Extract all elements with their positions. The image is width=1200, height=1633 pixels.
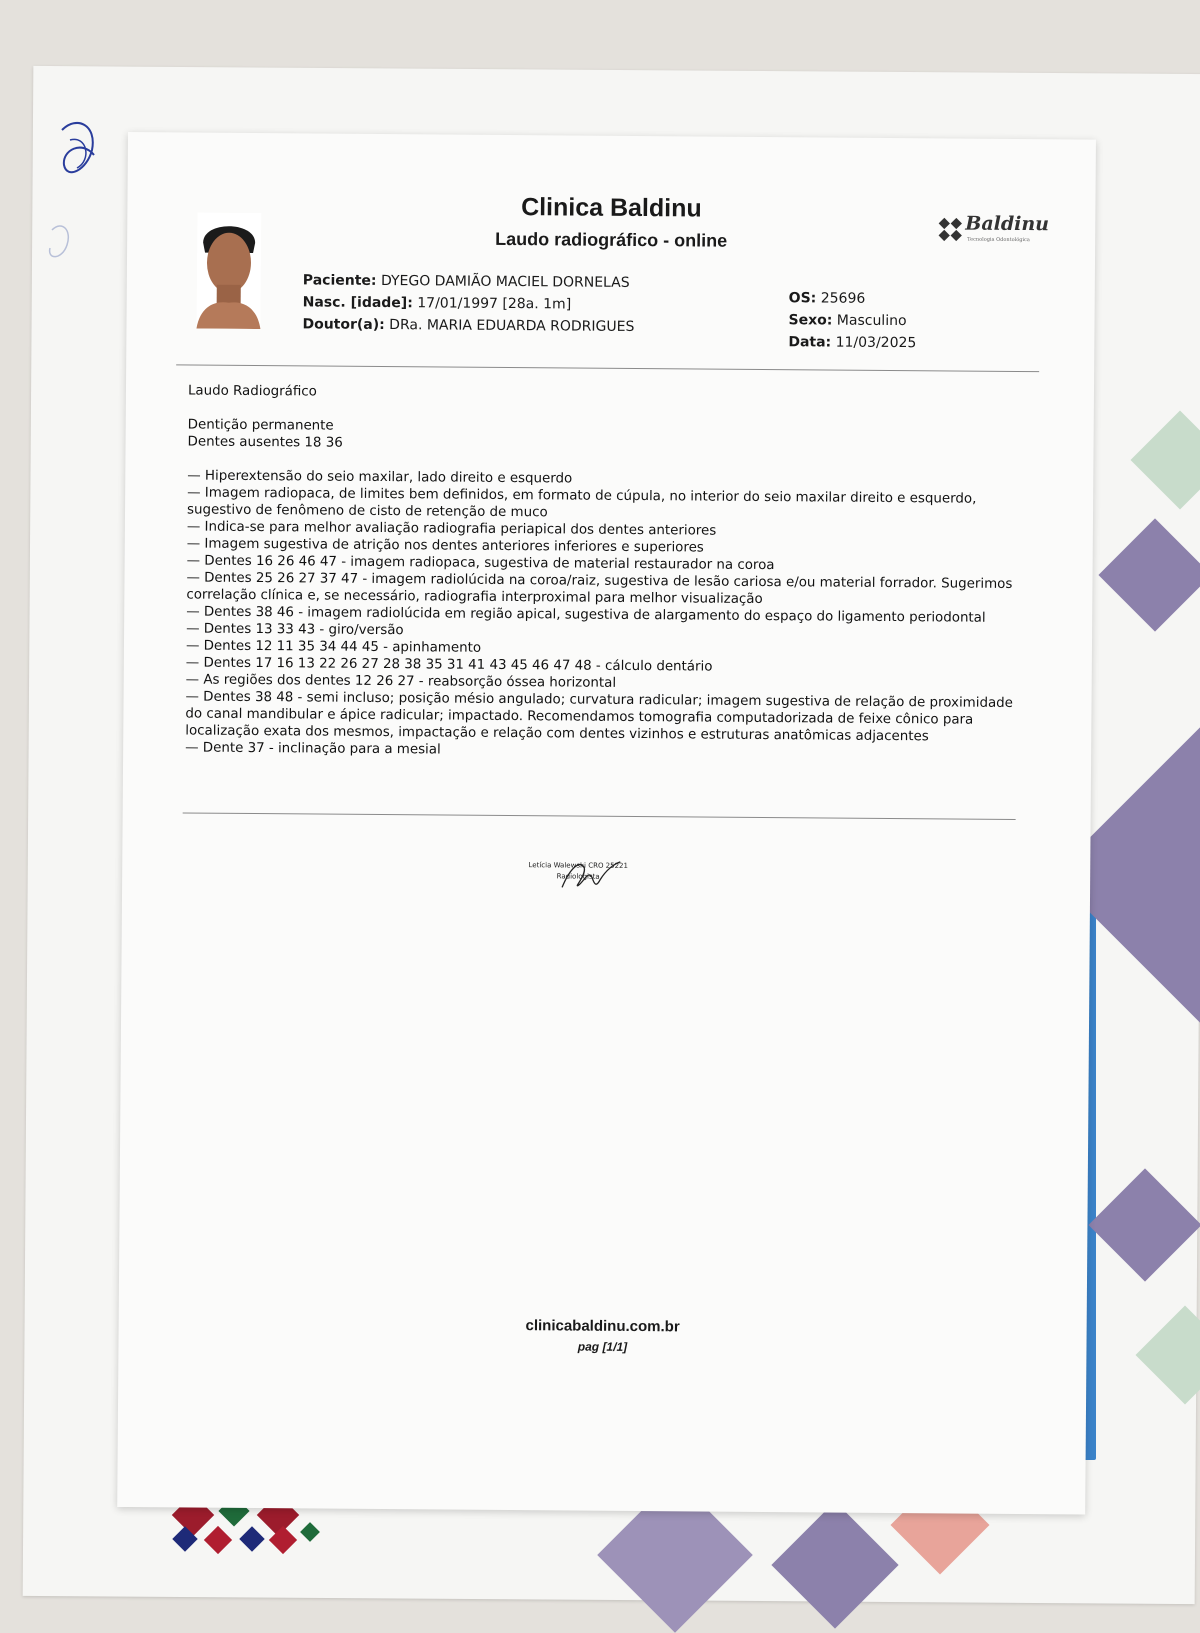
logo-text: Baldinu: [965, 212, 1050, 236]
finding-item: — Dentes 25 26 27 37 47 - imagem radiolúcida na coroa/raiz, sugestiva de lesão cariosa e/ou material forrador. Sugerimos correlação clínica e, se necessário, radiografia interproximal para melhor visualização: [186, 570, 1013, 607]
logo-flower-icon: [937, 216, 963, 242]
signature-role: Radiologista: [556, 872, 600, 881]
finding-item: — Dentes 13 33 43 - giro/versão: [186, 621, 404, 639]
finding-item: — Dente 37 - inclinação para a mesial: [185, 740, 441, 758]
body-divider: [183, 812, 1016, 820]
finding-item: — Hiperextensão do seio maxilar, lado direito e esquerdo: [187, 468, 573, 487]
finding-item: — Dentes 16 26 46 47 - imagem radiopaca, sugestiva de material restaurador na coroa: [186, 553, 775, 574]
clinic-website: clinicabaldinu.com.br: [525, 1317, 680, 1336]
finding-item: — Imagem sugestiva de atrição nos dentes anteriores inferiores e superiores: [186, 536, 704, 556]
date-row: [788, 331, 916, 354]
report-title: Laudo radiográfico - online: [495, 228, 728, 251]
birth-label: Nasc. [idade]:: [302, 294, 413, 312]
finding-item: — As regiões dos dentes 12 26 27 - reabsorção óssea horizontal: [185, 672, 617, 691]
patient-row: [303, 269, 635, 294]
finding-item: — Imagem radiopaca, de limites bem definidos, em formato de cúpula, no interior do seio maxilar direito e esquerdo, sugestivo de fenômeno de cisto de retenção de muco: [186, 485, 977, 521]
report-page: [117, 132, 1096, 1515]
doctor-name: DRa. MARIA EDUARDA RODRIGUES: [389, 317, 635, 335]
clinic-logo: [937, 212, 1050, 247]
header-divider: [176, 364, 1039, 372]
pen-scribble: [42, 110, 112, 290]
patient-label: Paciente:: [302, 272, 377, 289]
os-number: 25696: [820, 290, 866, 307]
patient-name: DYEGO DAMIÃO MACIEL DORNELAS: [380, 272, 630, 291]
sex-label: Sexo:: [788, 312, 833, 329]
absent-teeth: Dentes ausentes 18 36: [187, 434, 343, 451]
os-row: [789, 287, 917, 310]
logo-tagline: Tecnologia Odontológica: [967, 236, 1030, 244]
sex-value: Masculino: [836, 312, 907, 330]
report-body: [185, 382, 1028, 763]
doctor-label: Doutor(a):: [302, 316, 385, 334]
finding-item: — Dentes 38 46 - imagem radiolúcida em região apical, sugestiva de alargamento do espaço do ligamento periodontal: [186, 604, 986, 626]
order-info: [788, 287, 916, 354]
finding-item: — Dentes 17 16 13 22 26 27 28 38 35 31 41 43 45 46 47 48 - cálculo dentário: [185, 655, 713, 675]
birth-date: 17/01/1997 [28a. 1m]: [417, 295, 572, 313]
report-heading: Laudo Radiográfico: [187, 383, 317, 400]
doctor-row: [302, 313, 634, 338]
signature-name: Letícia Walewski CRO 25221: [528, 861, 629, 870]
sex-row: [788, 309, 916, 332]
birth-row: [303, 291, 635, 316]
clinic-title: Clinica Baldinu: [521, 193, 702, 223]
report-date: 11/03/2025: [835, 334, 917, 352]
date-label: Data:: [788, 334, 832, 351]
dentition-type: Dentição permanente: [187, 417, 334, 434]
os-label: OS:: [788, 290, 817, 307]
finding-item: — Dentes 38 48 - semi incluso; posição mésio angulado; curvatura radicular; imagem sugestiva de relação de proximidade do canal mandibular e ápice radicular; impactado. Recomendamos tomografia computadorizada de feixe cônico para localização exata dos mesmos, impactação e relação com dentes vizinhos e estruturas anatômicas adjacentes: [185, 689, 1013, 745]
patient-info: [302, 269, 634, 338]
page-number: pag [1/1]: [577, 1339, 628, 1354]
finding-item: — Dentes 12 11 35 34 44 45 - apinhamento: [185, 638, 482, 656]
finding-item: — Indica-se para melhor avaliação radiografia periapical dos dentes anteriores: [186, 519, 717, 539]
